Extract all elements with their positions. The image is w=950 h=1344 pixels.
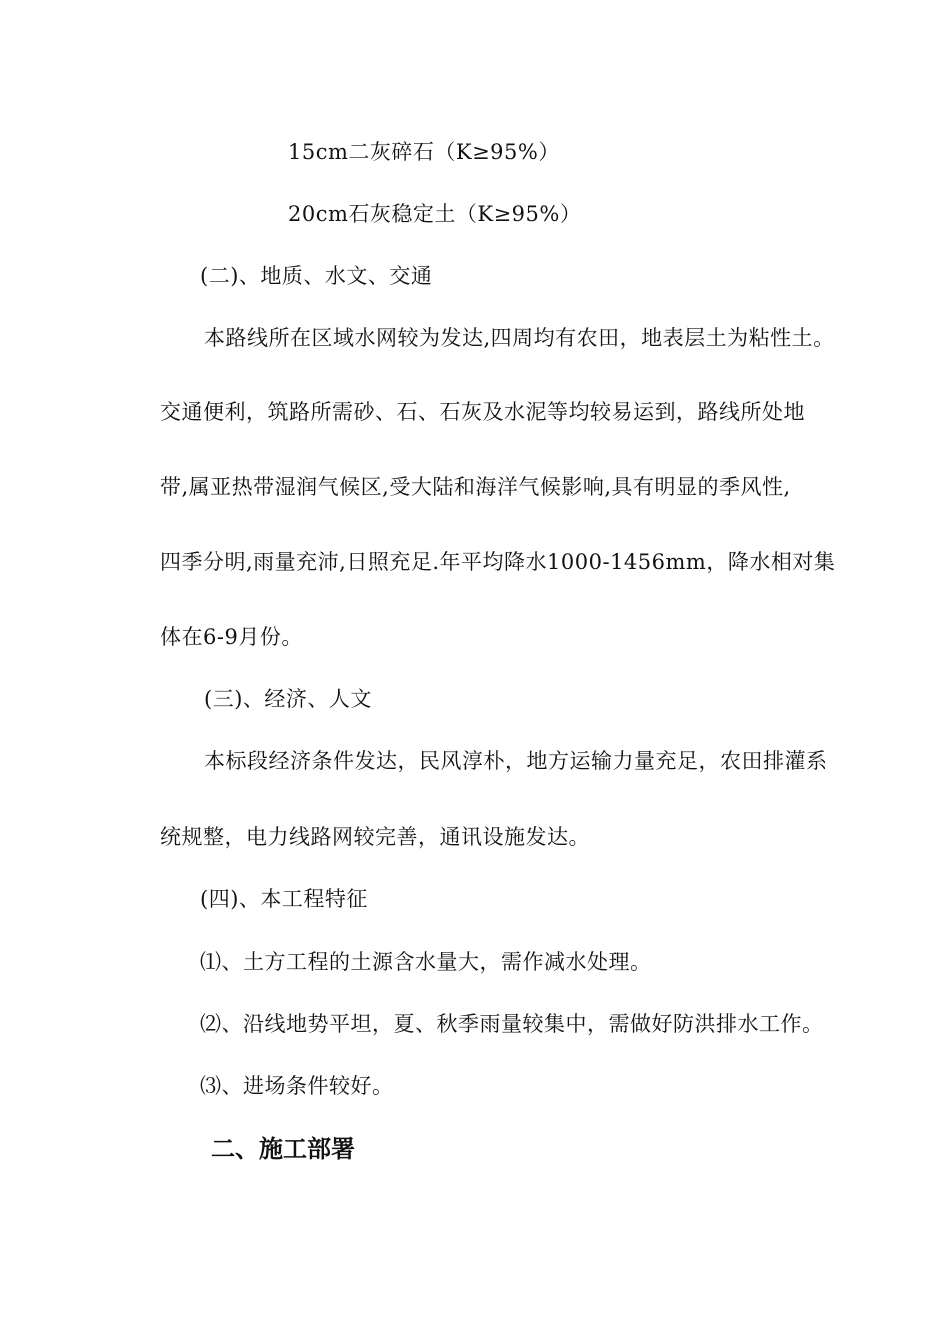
list-item: ⑶、进场条件较好。: [200, 1074, 394, 1098]
list-item: ⑵、沿线地势平坦，夏、秋季雨量较集中，需做好防洪排水工作。: [200, 1012, 824, 1036]
paragraph-line: 交通便利，筑路所需砂、石、石灰及水泥等均较易运到，路线所处地: [160, 400, 805, 424]
list-item: ⑴、土方工程的土源含水量大，需作减水处理。: [200, 950, 652, 974]
section-heading-geology: (二)、地质、水文、交通: [200, 264, 433, 288]
paragraph-line: 四季分明,雨量充沛,日照充足.年平均降水1000-1456mm，降水相对集: [160, 550, 836, 574]
layer-line-1: 15cm二灰碎石（K≥95%）: [288, 140, 560, 164]
section-heading-economy: (三)、经济、人文: [204, 687, 372, 711]
paragraph-line: 带,属亚热带湿润气候区,受大陆和海洋气候影响,具有明显的季风性,: [160, 475, 791, 499]
layer-line-2: 20cm石灰稳定土（K≥95%）: [288, 202, 582, 226]
chapter-heading: 二、施工部署: [211, 1135, 355, 1163]
section-heading-features: (四)、本工程特征: [200, 887, 368, 911]
paragraph-line: 统规整，电力线路网较完善，通讯设施发达。: [160, 825, 590, 849]
paragraph-line: 体在6-9月份。: [160, 625, 303, 649]
paragraph-line: 本标段经济条件发达，民风淳朴，地方运输力量充足，农田排灌系: [204, 749, 828, 773]
paragraph-line: 本路线所在区域水网较为发达,四周均有农田，地表层土为粘性土。: [204, 326, 835, 350]
